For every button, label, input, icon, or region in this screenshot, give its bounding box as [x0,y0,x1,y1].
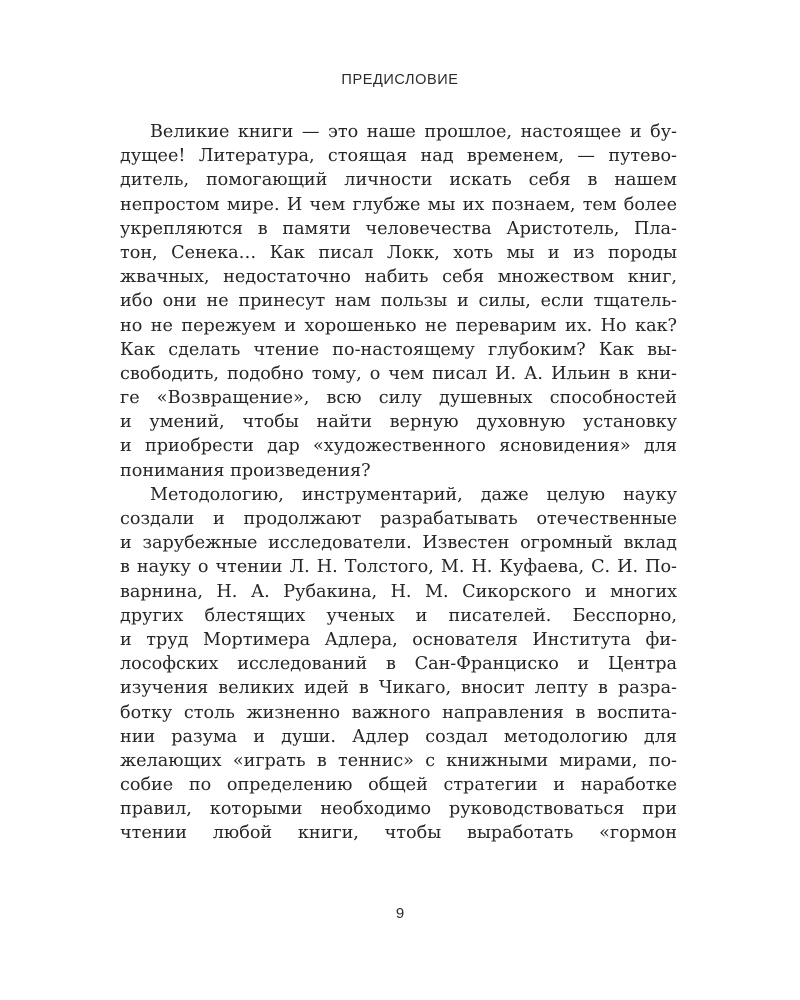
text-line: Методологию, инструментарий, даже целую науку [150,484,677,505]
text-line: собие по определению общей стратегии и наработке [120,775,677,796]
text-line: свободить, подобно тому, о чем писал И. А. Ильин в кни- [120,363,677,384]
text-line: лософских исследований в Сан-Франциско и Центра [120,654,677,675]
text-line: непростом мире. И чем глубже мы их познаем, тем более [120,194,677,215]
text-line: и зарубежные исследователи. Известен огромный вклад [120,533,677,554]
text-line: Как сделать чтение по-настоящему глубоким? Как вы- [120,339,677,360]
text-line: чтении любой книги, чтобы выработать «гормон [120,823,677,844]
text-line: ге «Возвращение», всю силу душевных способностей [120,388,677,409]
text-line: создали и продолжают разрабатывать отечественные [120,509,677,529]
text-line: правил, которыми необходимо руководствоваться при [120,799,677,820]
text-line: Великие книги — это наше прошлое, настоящее и бу- [150,122,677,142]
text-line: в науку о чтении Л. Н. Толстого, М. Н. Куфаева, С. И. По- [120,557,677,578]
paragraph-1 [120,120,677,483]
text-line: дущее! Литература, стоящая над временем, — путево- [120,146,677,167]
text-line: укрепляются в памяти человечества Аристотель, Пла- [120,218,677,239]
text-line: желающих «играть в теннис» с книжными мирами, по- [120,750,677,771]
running-head: ПРЕДИСЛОВИЕ [341,72,459,88]
text-line: жвачных, недостаточно набить себя множеством книг, [120,267,677,288]
text-line: нии разума и души. Адлер создал методологию для [120,726,677,747]
body-text [120,120,677,846]
text-line: дитель, помогающий личности искать себя в нашем [120,170,677,191]
text-line: но не пережуем и хорошенько не переварим их. Но как? [120,315,677,336]
text-line: тон, Сенека… Как писал Локк, хоть мы и из породы [120,242,677,263]
text-line: варнина, Н. А. Рубакина, Н. М. Сикорского и многих [120,581,677,602]
text-line: и приобрести дар «художественного ясновидения» для [120,436,677,457]
text-line: понимания произведения? [120,460,371,481]
text-line: ибо они не принесут нам пользы и силы, если тщатель- [120,291,677,312]
text-line: и умений, чтобы найти верную духовную установку [120,412,677,433]
text-line: ботку столь жизненно важного направления в воспита- [120,702,677,723]
text-line: изучения великих идей в Чикаго, вносит лепту в разра- [120,678,677,699]
text-line: и труд Мортимера Адлера, основателя Института фи- [120,629,677,650]
page-number: 9 [395,905,405,922]
text-line: других блестящих ученых и писателей. Бесспорно, [120,605,677,626]
paragraph-2 [120,483,677,846]
